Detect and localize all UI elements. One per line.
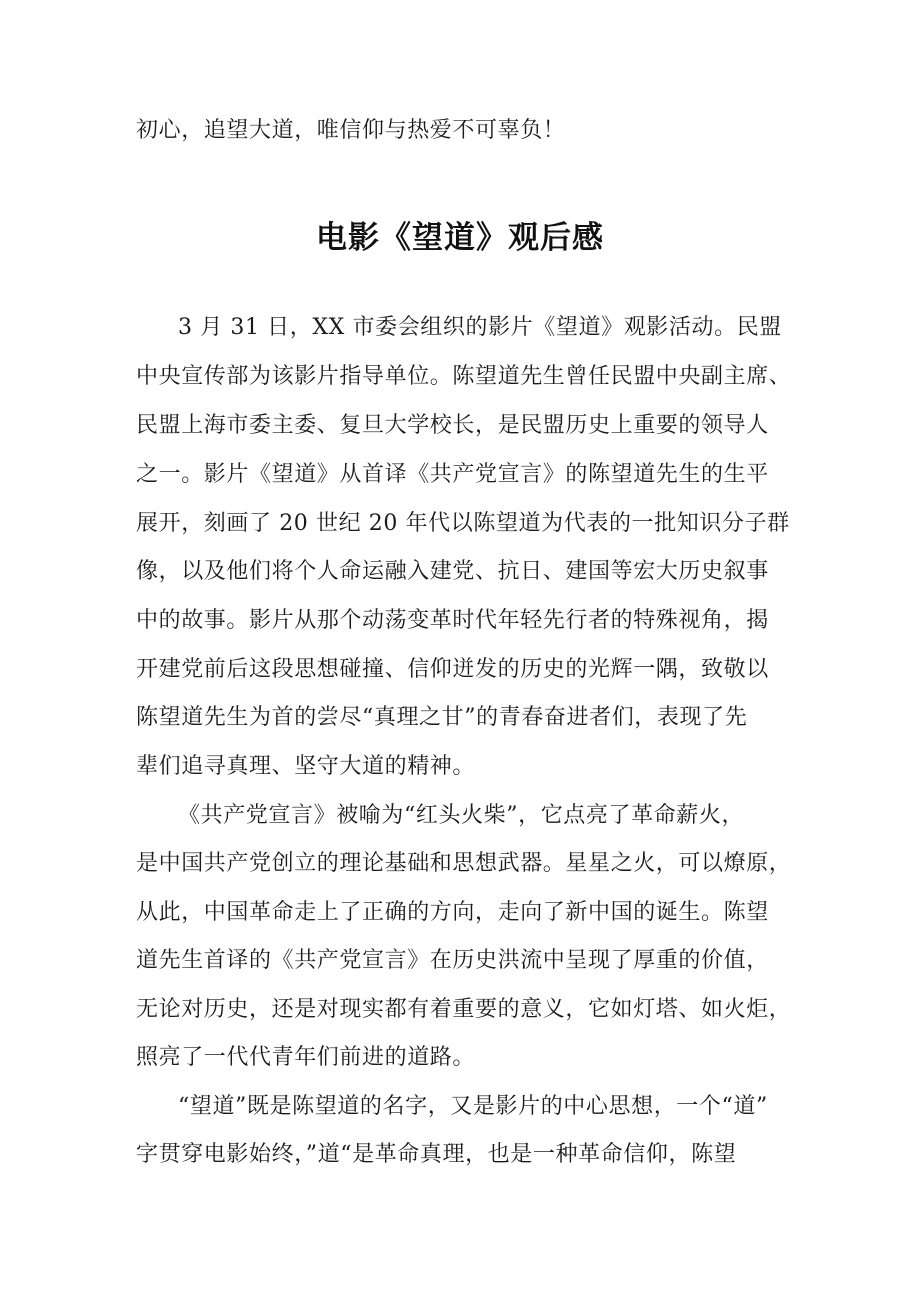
paragraph-line: 开建党前后这段思想碰撞、信仰迸发的历史的光辉一隅，致敬以 xyxy=(136,657,769,682)
paragraph-line: 照亮了一代代青年们前进的道路。 xyxy=(136,1045,476,1070)
paragraph-line: 是中国共产党创立的理论基础和思想武器。星星之火，可以燎原， xyxy=(136,851,792,876)
paragraph-line: 道先生首译的《共产党宣言》在历史洪流中呈现了厚重的价值， xyxy=(136,948,769,973)
paragraph-line: 《共产党宣言》被喻为“红头火柴”，它点亮了革命薪火， xyxy=(178,803,745,828)
carryover-line: 初心，追望大道，唯信仰与热爱不可辜负！ xyxy=(136,118,566,143)
paragraph-line: 像，以及他们将个人命运融入建党、抗日、建国等宏大历史叙事 xyxy=(136,559,769,584)
paragraph-line: 民盟上海市委主委、复旦大学校长，是民盟历史上重要的领导人 xyxy=(136,413,769,438)
paragraph-line: 字贯穿电影始终，”道“是革命真理，也是一种革命信仰，陈望 xyxy=(136,1142,737,1167)
paragraph-line: 陈望道先生为首的尝尽“真理之甘”的青春奋进者们，表现了先 xyxy=(136,705,748,730)
paragraph-line: 从此，中国革命走上了正确的方向，走向了新中国的诞生。陈望 xyxy=(136,900,769,925)
paragraph-line: 3 月 31 日，XX 市委会组织的影片《望道》观影活动。民盟 xyxy=(178,315,782,340)
page-title: 电影《望道》观后感 xyxy=(316,220,604,256)
paragraph-line: 中的故事。影片从那个动荡变革时代年轻先行者的特殊视角，揭 xyxy=(136,608,769,633)
paragraph-line: 辈们追寻真理、坚守大道的精神。 xyxy=(136,754,476,779)
paragraph-line: 展开，刻画了 20 世纪 20 年代以陈望道为代表的一批知识分子群 xyxy=(136,511,790,536)
paragraph-line: “望道”既是陈望道的名字，又是影片的中心思想，一个“道” xyxy=(178,1094,768,1119)
paragraph-line: 中央宣传部为该影片指导单位。陈望道先生曾任民盟中央副主席、 xyxy=(136,364,792,389)
paragraph-line: 无论对历史，还是对现实都有着重要的意义，它如灯塔、如火炬， xyxy=(136,997,792,1022)
paragraph-line: 之一。影片《望道》从首译《共产党宣言》的陈望道先生的生平 xyxy=(136,462,769,487)
